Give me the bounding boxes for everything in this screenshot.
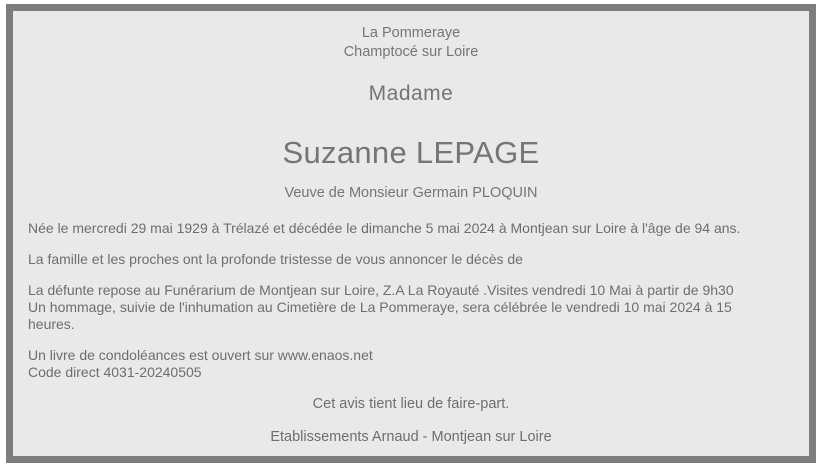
funeral-details-paragraph [28, 282, 799, 333]
funeral-details-line-2: Un hommage, suivie de l'inhumation au Cimetière de La Pommeraye, sera célébrée le vendredi 10 mai 2024 à 15 [28, 299, 732, 315]
condolences-line: Un livre de condoléances est ouvert sur www.enaos.net [28, 347, 373, 363]
birth-death-paragraph [28, 220, 799, 237]
notice-body [13, 220, 809, 395]
announcement-paragraph [28, 251, 799, 268]
deceased-name: Suzanne LEPAGE [282, 135, 540, 170]
funeral-details-line-1: La défunte repose au Funérarium de Montjean sur Loire, Z.A La Royauté .Visites vendredi 10 Mai à partir de 9h30 [28, 282, 734, 298]
notice-footer [13, 395, 809, 446]
notice-header [13, 11, 809, 202]
condolences-paragraph [28, 347, 799, 381]
closing-line: Cet avis tient lieu de faire-part. [312, 396, 510, 412]
condolences-code-line: Code direct 4031-20240505 [28, 364, 202, 380]
relation-line: Veuve de Monsieur Germain PLOQUIN [284, 185, 538, 201]
obituary-notice [6, 4, 816, 463]
salutation: Madame [368, 82, 454, 105]
location-line-1: La Pommeraye [361, 25, 461, 41]
location-line-2: Champtocé sur Loire [343, 44, 479, 60]
birth-death-line: Née le mercredi 29 mai 1929 à Trélazé et décédée le dimanche 5 mai 2024 à Montjean sur Loire à l'âge de 94 ans. [28, 220, 741, 236]
announcement-line: La famille et les proches ont la profonde tristesse de vous annoncer le décès de [28, 251, 523, 267]
funeral-details-line-3: heures. [28, 316, 75, 332]
funeral-home-line: Etablissements Arnaud - Montjean sur Loire [270, 429, 552, 445]
